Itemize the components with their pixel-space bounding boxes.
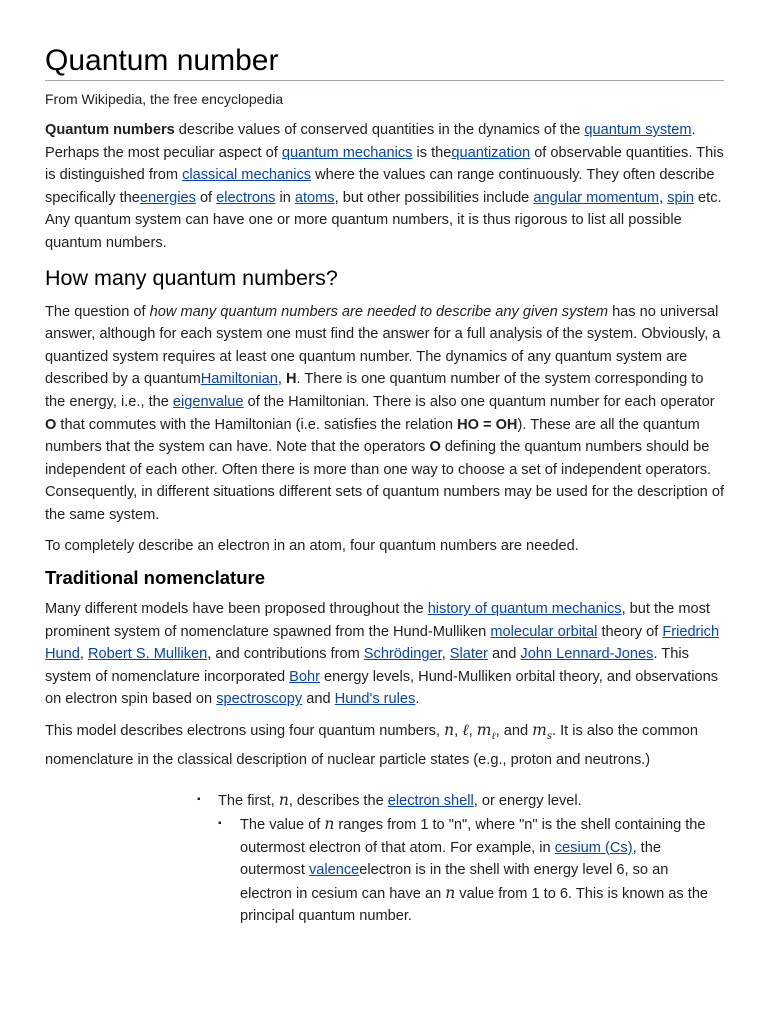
list-item [197,789,724,928]
text: where the values can range continuously. They often describe specifically the [45,167,715,206]
link-history-of-quantum-mechanics[interactable]: history of quantum mechanics [427,601,622,618]
italic-text: how many quantum numbers are needed to describe any given system [149,303,609,320]
link-valence[interactable]: valence [308,862,360,879]
text: . Perhaps the most peculiar aspect of [45,122,696,161]
text: theory of [597,623,663,640]
text: energy levels, Hund-Mulliken orbital theory, and observations on electron spin based on [45,668,719,708]
text: etc. Any quantum system can have one or more quantum numbers, it is thus rigorous to list all possible quantum numbers. [45,189,722,251]
bold-symbol: HO = OH [457,416,518,433]
link-angular-momentum[interactable]: angular momentum [533,189,660,206]
text: describe values of conserved quantities in the dynamics of the [174,122,585,138]
text: Many different models have been proposed throughout the [45,601,428,618]
text: electron is in the shell with energy level 6, so an electron in cesium can have an [240,862,669,902]
math-m: m [532,721,547,740]
text: . It is also the common nomenclature in the classical description of nuclear particle states (e.g., proton and neutrons.) [45,723,698,768]
link-friedrich-hund[interactable]: Friedrich Hund [45,623,720,663]
text: , [454,723,463,740]
link-molecular-orbital[interactable]: molecular orbital [490,623,598,640]
text: , and [495,723,533,740]
link-quantum-mechanics[interactable]: quantum mechanics [281,144,413,161]
link-slater[interactable]: Slater [449,646,488,663]
text: , [468,723,477,740]
text: , describes the [288,793,388,810]
math-m: m [476,721,492,740]
text: , the outermost [240,839,661,879]
bold-symbol: O [45,416,57,433]
text: of observable quantities. This is distinguished from [45,144,724,184]
math-l: ℓ [462,721,469,740]
text: ranges from 1 to "n", where "n" is the shell containing the outermost electron of that atom. For example, in [240,816,706,856]
link-classical-mechanics[interactable]: classical mechanics [182,167,312,184]
section2-paragraph-2 [45,719,724,771]
link-quantization[interactable]: quantization [451,144,531,161]
text: ). These are all the quantum numbers that the system can have. Note that the operators [45,416,700,456]
text: of [195,189,217,206]
page-title: Quantum number [45,42,724,81]
text: is the [412,144,452,161]
link-bohr[interactable]: Bohr [289,668,320,685]
link-eigenvalue[interactable]: eigenvalue [172,393,244,410]
section1-paragraph-2: To completely describe an electron in an atom, four quantum numbers are needed. [45,537,579,554]
text: defining the quantum numbers should be independent of each other. Often there is more than one way to choose a set of independent operators. Consequently, in different situations different sets of quantum numbers may be used for the description of the same system. [45,439,725,523]
bold-symbol: H [285,371,297,388]
text: , or energy level. [473,793,582,810]
text: . There is one quantum number of the system corresponding to the energy, i.e., the [45,371,704,410]
text: The question of [45,303,150,320]
link-hunds-rules[interactable]: Hund's rules [334,691,416,708]
link-spectroscopy[interactable]: spectroscopy [216,691,303,708]
text: has no universal answer, although for each system one must find the answer for a full analysis of the system. Obviously, a quantized system requires at least one quantum number. The dynamics of any quantum system are described by a quantum [45,303,721,388]
math-n: n [278,791,289,810]
text: and [302,691,335,708]
text: value from 1 to 6. This is known as the principal quantum number. [240,885,709,925]
text: , [79,646,88,663]
math-ms [532,721,552,743]
math-n: n [324,814,335,833]
link-electron-shell[interactable]: electron shell [387,793,474,810]
link-john-lennard-jones[interactable]: John Lennard-Jones [520,646,654,663]
section2-paragraph-1 [45,598,724,711]
text: and [487,646,521,663]
math-ml [476,721,496,743]
text: that commutes with the Hamiltonian (i.e. satisfies the relation [56,416,458,433]
text: in [275,189,295,206]
intro-paragraph [45,119,724,255]
tagline: From Wikipedia, the free encyclopedia [45,91,284,107]
section-heading-traditional-nomenclature: Traditional nomenclature [45,567,265,589]
link-electrons[interactable]: electrons [216,189,276,206]
link-atoms[interactable]: atoms [294,189,335,206]
text: . This system of nomenclature incorporated [45,646,689,685]
bold-term: Quantum numbers [45,122,175,138]
bold-symbol: O [429,439,441,456]
link-cesium[interactable]: cesium (Cs) [554,839,633,856]
text: , [659,189,668,206]
text: The first, [218,793,279,810]
link-robert-mulliken[interactable]: Robert S. Mulliken [88,646,208,663]
text: The value of [240,816,325,833]
math-sub: ℓ [491,731,496,743]
text: , [441,646,450,663]
math-n: n [445,883,456,902]
text: . [415,691,420,708]
text: , and contributions from [207,646,364,663]
math-n: n [444,721,455,740]
sub-list [218,813,724,928]
link-hamiltonian[interactable]: Hamiltonian [200,371,278,388]
text: , but other possibilities include [334,189,534,206]
link-quantum-system[interactable]: quantum system [584,122,692,138]
text: , but the most prominent system of nomenclature spawned from the Hund-Mulliken [45,601,710,640]
list-item [218,813,724,928]
text: , [277,371,286,388]
link-schrodinger[interactable]: Schrödinger [363,646,442,663]
link-energies[interactable]: energies [139,189,196,206]
text: of the Hamiltonian. There is also one quantum number for each operator [243,393,715,410]
section-heading-how-many: How many quantum numbers? [45,265,338,290]
link-spin[interactable]: spin [667,189,694,206]
quantum-number-list [45,789,724,928]
text: This model describes electrons using four quantum numbers, [45,723,445,740]
math-sub: s [546,731,552,743]
section1-paragraph-1 [45,301,724,527]
